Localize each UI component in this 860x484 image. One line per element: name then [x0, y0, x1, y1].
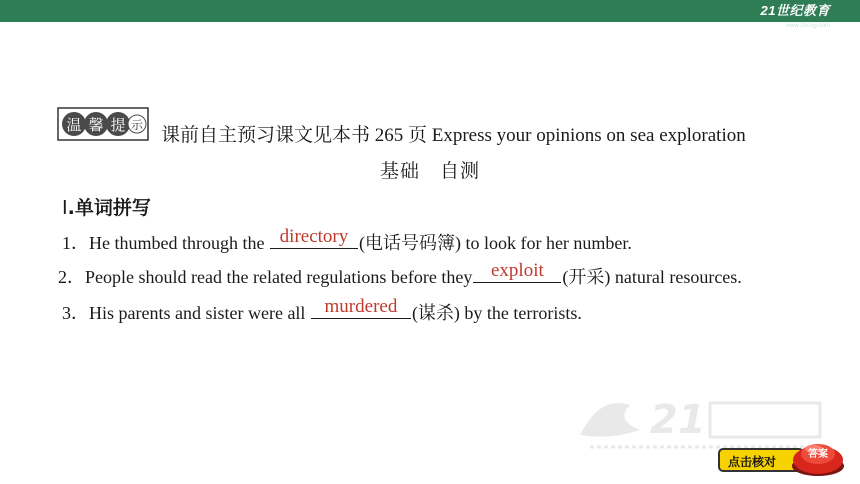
answer-text: murdered [324, 296, 398, 317]
item-text-before: He thumbed through the [89, 233, 269, 253]
item-text-after: (开采) natural resources. [562, 267, 742, 287]
item-number: 1． [62, 233, 89, 253]
brand-logo [760, 2, 830, 29]
answer-button-label: 答案 [808, 449, 828, 460]
tip-badge-char-1: 温 [66, 116, 82, 134]
header-bar [0, 0, 860, 22]
exercise-item-3 [62, 296, 582, 325]
item-text-after: (电话号码簿) to look for her number. [358, 233, 632, 253]
item-text-before: People should read the related regulations before they [85, 267, 473, 287]
tip-text: 课前自主预习课文见本书 265 页 Express your opinions on sea exploration [161, 125, 746, 146]
answer-blank [270, 226, 358, 249]
section-title: 基础 自测 [379, 161, 480, 182]
tip-badge [57, 107, 149, 141]
item-number: 2． [58, 267, 85, 287]
answer-blank [311, 296, 411, 319]
tip-badge-char-3: 提 [110, 116, 126, 134]
exercise-item-2 [58, 260, 742, 289]
tip-badge-char-4: 示 [130, 118, 144, 132]
item-number: 3． [62, 303, 89, 323]
exercise-item-1 [62, 226, 632, 255]
brand-logo-subtext: www.21cnjy.com [785, 23, 830, 29]
answer-text: exploit [490, 260, 544, 281]
check-answer-button[interactable]: 点击核对 [718, 448, 804, 472]
part-roman-numeral: Ⅰ [62, 198, 68, 219]
answer-text: directory [279, 226, 349, 247]
item-text-before: His parents and sister were all [89, 303, 310, 323]
part-heading [62, 193, 151, 220]
answer-button[interactable] [790, 436, 846, 478]
brand-logo-text: 21世纪教育 [760, 3, 830, 18]
tip-badge-char-2: 馨 [88, 116, 104, 134]
item-text-after: (谋杀) by the terrorists. [411, 303, 582, 323]
answer-blank [473, 260, 561, 283]
part-heading-text: .单词拼写 [67, 197, 151, 219]
svg-text:21: 21 [650, 397, 706, 443]
